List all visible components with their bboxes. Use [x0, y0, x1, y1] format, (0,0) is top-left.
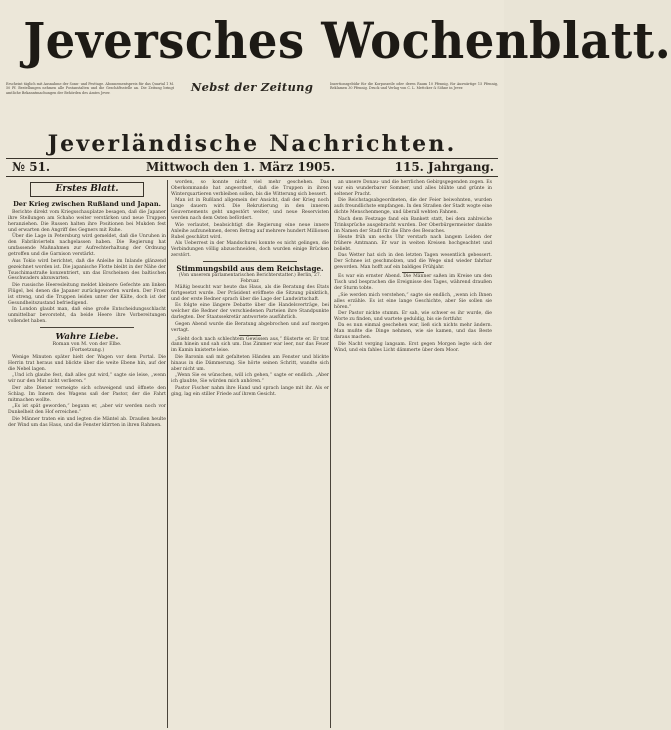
article-paragraph: Die Reichstagsabgeordneten, die der Feier beiwohnten, wurden aufs freundlichste empfangen. In den Straßen der Stadt wogte eine dichte Menschenmenge, und überall wehten Fahnen. [334, 198, 492, 216]
novel-paragraph: Die Männer traten ein und legten die Mäntel ab. Draußen heulte der Wind um das Haus, und die Fenster klirrten in ihren Rahmen. [8, 416, 166, 428]
column-divider [167, 180, 168, 728]
short-rule [239, 335, 261, 336]
story-paragraph: Pastor Fischer nahm ihre Hand und sprach lange mit ihr. Als er ging, lag ein stiller Friede auf ihrem Gesicht. [171, 385, 329, 397]
masthead-nebst: Nebst der Zeitung [190, 80, 314, 94]
section-divider [40, 327, 135, 328]
novel-author: Roman von M. von der Elbe. [52, 342, 122, 348]
story-paragraph: Da es nun einmal geschehen war, ließ sich nichts mehr ändern. Man mußte die Dinge nehmen, wie sie kamen, und das Beste daraus machen. [334, 323, 492, 341]
article-headline: Der Krieg zwischen Rußland und Japan. [13, 200, 161, 208]
issue-volume: 115. Jahrgang. [394, 160, 494, 174]
story-paragraph: Die Baronin saß mit gefalteten Händen am Fenster und blickte hinaus in die Dämmerung. Sie hörte seinen Schritt, wandte sich aber nicht um. [171, 354, 329, 372]
article-paragraph: Wie verlautet, beabsichtigt die Regierung eine neue innere Anleihe aufzunehmen, deren Betrag auf mehrere hundert Millionen Rubel geschätzt wird. [171, 222, 329, 240]
header-rule-bottom [6, 176, 498, 177]
issue-date: Mittwoch den 1. März 1905. [146, 160, 336, 174]
column-3 [334, 180, 492, 730]
article-paragraph: Das Wetter hat sich in den letzten Tagen wesentlich gebessert. Der Schnee ist geschmolzen, und die Wege sind wieder fahrbar geworden. Man hofft auf ein baldiges Frühjahr. [334, 253, 492, 271]
column-2 [171, 180, 329, 730]
novel-part: (Fortsetzung.) [69, 348, 105, 354]
article-paragraph: In London glaubt man, daß eine große Entscheidungsschlacht unmittelbar bevorsteht, da beide Heere ihre Vorbereitungen vollendet haben. [8, 307, 166, 325]
story-paragraph: „Wenn Sie es wünschen, will ich gehen,“ sagte er endlich. „Aber ich glaubte, Sie würden mich anhören.“ [171, 373, 329, 385]
masthead-title: Jeversches Wochenblatt. [23, 11, 671, 70]
novel-title: Wahre Liebe. [55, 332, 119, 343]
novel-paragraph: „Es ist spät geworden,“ begann er, „aber wir werden noch vor Dunkelheit den Hof erreichen.“ [8, 404, 166, 416]
reichstag-paragraph: Es folgte eine längere Debatte über die Handelsverträge, bei welcher die Redner der verschiedenen Parteien ihre Standpunkte darlegten. Der Staatssekretär antwortete ausführlich. [171, 303, 329, 321]
section-box-title: Erstes Blatt. [30, 182, 144, 197]
article-paragraph: Als Ueberrest in der Mandschurei konnte es nicht gelingen, die Verbindungen völlig abzuschneiden, doch wurden einige Brücken zerstört. [171, 241, 329, 258]
story-paragraph: „Sie werden mich verstehen,“ sagte sie endlich, „wenn ich Ihnen alles erzähle. Es ist eine lange Geschichte, aber Sie sollen sie hören.“ [334, 292, 492, 310]
article-paragraph: Aus Tokio wird berichtet, daß die Anleihe im Inlande glänzend gezeichnet worden ist. Die japanische Flotte bleibt in der Nähe der Tsuschimastraße konzentriert, um das Erscheinen des baltischen Geschwaders abzuwarten. [8, 258, 166, 282]
reichstag-paragraph: Mäßig besucht war heute das Haus, als die Beratung des Etats fortgesetzt wurde. Der Präsident eröffnete die Sitzung pünktlich, und der erste Redner sprach über die Lage der Landwirtschaft. [171, 284, 329, 302]
subscription-notice: Erscheint täglich mit Ausnahme der Sonn- und Festtage. Abonnementspreis für das Quartal 1 M. 50 Pf. Bestellungen nehmen alle Postanstalten und die Geschäftsstelle an. Die Zeitung bringt amtliche Bekanntmachungen der Behörden des Amtes Jever. [6, 82, 174, 95]
novel-paragraph: „Und ich glaube fest, daß alles gut wird,“ sagte sie leise, „wenn wir nur den Mut nicht verlieren.“ [8, 373, 166, 385]
reichstag-headline: Stimmungsbild aus dem Reichstage. [176, 263, 324, 273]
section-divider [203, 261, 298, 262]
article-paragraph: Nach dem Festzuge fand ein Bankett statt, bei dem zahlreiche Trinksprüche ausgebracht wurden. Der Oberbürgermeister dankte im Namen der Stadt für die Ehre des Besuches. [334, 216, 492, 234]
masthead-subhead [6, 80, 498, 132]
article-paragraph: worden, so konnte nicht viel mehr geschehen. Das Oberkommando hat angeordnet, daß die Truppen in ihren Winterquartieren verbleiben sollen, bis die Witterung sich bessert. [171, 180, 329, 197]
column-divider [330, 180, 331, 728]
issue-bar [6, 160, 498, 176]
reichstag-paragraph: Gegen Abend wurde die Beratung abgebrochen und auf morgen vertagt. [171, 321, 329, 333]
advertising-notice: Insertionsgebühr für die Korpuszeile oder deren Raum 10 Pfennig, für Auswärtige 15 Pfennig, Reklamen 30 Pfennig. Druck und Verlag von C. L. Mettcker & Söhne in Jever. [330, 82, 498, 91]
article-paragraph: Über die Lage in Petersburg wird gemeldet, daß die Unruhen in den Fabrikvierteln nachgelassen haben. Die Regierung hat umfassende Maßnahmen zur Aufrechterhaltung der Ordnung getroffen und die Garnison verstärkt. [8, 234, 166, 258]
column-1 [8, 180, 166, 730]
article-paragraph: Berichte direkt vom Kriegsschauplatze besagen, daß die Japaner ihre Stellungen am Schaho weiter verstärken und neue Truppen heranziehen. Die Russen halten ihre Positionen bei Mukden fest und erwarten den Angriff des Gegners mit Ruhe. [8, 210, 166, 233]
story-paragraph: „Sieht doch nach schlechtem Gewissen aus,“ flüsterte er. Er trat dann hinein und sah sich um. Das Zimmer war leer, nur das Feuer im Kamin knisterte leise. [171, 336, 329, 354]
novel-paragraph: Der alte Diener verneigte sich schweigend und öffnete den Schlag. Im Innern des Wagens saß der Pastor, der die Fahrt mitmachen wollte. [8, 385, 166, 403]
story-paragraph: Die Nacht verging langsam. Erst gegen Morgen legte sich der Wind, und ein fahles Licht dämmerte über dem Moor. [334, 341, 492, 353]
novel-paragraph: Wenige Minuten später hielt der Wagen vor dem Portal. Die Herrin trat heraus und blickte über die weite Ebene hin, auf der die Nebel lagen. [8, 355, 166, 373]
article-paragraph: Man ist in Rußland allgemein der Ansicht, daß der Krieg noch lange dauern wird. Die Rekrutierung in den inneren Gouvernements geht ungestört weiter, und neue Reservisten werden nach dem Osten befördert. [171, 198, 329, 222]
article-paragraph: Die russische Heeresleitung meldet kleinere Gefechte am linken Flügel, bei denen die Japaner zurückgeworfen wurden. Der Frost ist streng, und die Truppen leiden unter der Kälte, doch ist der Gesundheitszustand befriedigend. [8, 282, 166, 306]
story-paragraph: Der Pastor nickte stumm. Er sah, wie schwer es ihr wurde, die Worte zu finden, und wartete geduldig, bis sie fortfuhr. [334, 311, 492, 322]
article-paragraph: Heute früh um sechs Uhr verstarb nach langem Leiden der frühere Amtmann. Er war in weiten Kreisen hochgeachtet und beliebt. [334, 235, 492, 252]
header-rule-top [6, 158, 498, 159]
story-paragraph: Es war ein ernster Abend. Die Männer saßen im Kreise um den Tisch und besprachen die Ereignisse des Tages, während draußen der Sturm tobte. [334, 274, 492, 292]
reichstag-subline: (Von unserem parlamentarischen Berichterstatter.) Berlin, 27. Februar. [178, 272, 322, 284]
issue-number: № 51. [12, 160, 51, 174]
article-paragraph: an unsere Donau- und die herrlichen Gebirgsgegenden zogen. Es war ein wunderbarer Sommer, und alles blühte und grünte in seltener Pracht. [334, 180, 492, 197]
masthead-subtitle: Jeverländische Nachrichten. [47, 131, 457, 157]
